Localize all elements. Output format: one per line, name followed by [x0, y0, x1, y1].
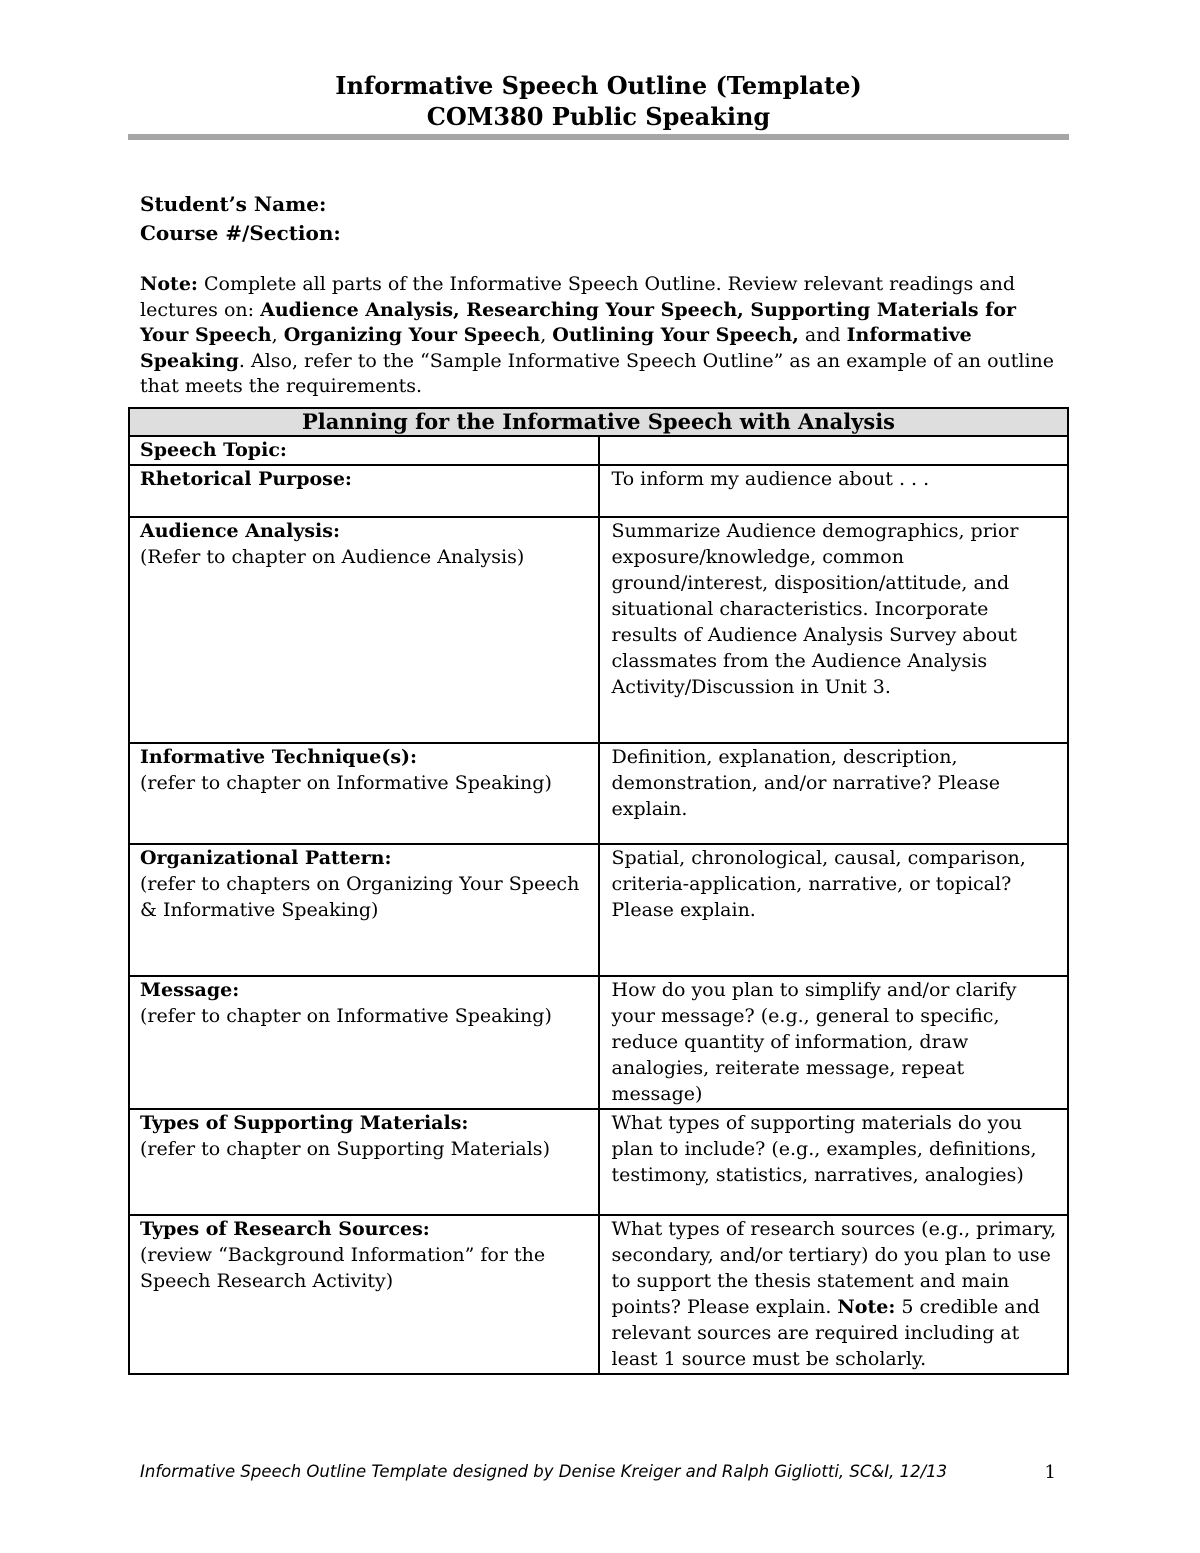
- row-label: Rhetorical Purpose:: [140, 467, 352, 490]
- row-label-note: (Refer to chapter on Audience Analysis): [140, 545, 525, 568]
- row-label-note: (refer to chapter on Supporting Materials): [140, 1137, 550, 1160]
- row-answer-note-label: Note:: [837, 1295, 896, 1318]
- footer-credit-text: Informative Speech Outline Template designed by Denise Kreiger and Ralph Gigliotti, SC&I, 12/13: [140, 1462, 948, 1481]
- row-label: Types of Supporting Materials:: [140, 1111, 469, 1134]
- row-answer: To inform my audience about . . .: [611, 467, 930, 490]
- row-answer-cell: [599, 517, 1069, 743]
- row-label: Audience Analysis:: [140, 519, 340, 542]
- row-answer: How do you plan to simplify and/or clarify your message? (e.g., general to specific, reduce quantity of information, draw analogies, reiterate message, repeat message): [611, 978, 1017, 1105]
- note-text: ,: [540, 324, 553, 346]
- note-bold-topics-4: Informative Speaking: [140, 324, 972, 372]
- page-title: Informative Speech Outline (Template): [335, 71, 862, 100]
- row-answer: What types of supporting materials do you plan to include? (e.g., examples, definitions, testimony, statistics, narratives, analogies): [611, 1111, 1037, 1186]
- table-row-organizational-pattern: [129, 844, 1068, 976]
- row-label: Message:: [140, 978, 240, 1001]
- row-answer: Definition, explanation, description, demonstration, and/or narrative? Please explain.: [611, 745, 1000, 820]
- course-section-label: Course #/Section:: [140, 221, 341, 245]
- row-answer-cell: [599, 743, 1069, 844]
- table-title: Planning for the Informative Speech with Analysis: [129, 408, 1068, 436]
- row-label-note: (refer to chapter on Informative Speaking): [140, 1004, 552, 1027]
- row-label: Speech Topic:: [140, 438, 287, 461]
- row-answer: Spatial, chronological, causal, comparison, criteria-application, narrative, or topical? Please explain.: [611, 846, 1026, 921]
- table-row-audience-analysis: [129, 517, 1068, 743]
- document-content: [128, 0, 1069, 1375]
- note-text: Complete all parts of the Informative Speech Outline. Review relevant readings and lectures on:: [140, 273, 1015, 321]
- title-divider: [128, 134, 1069, 140]
- note-bold-topics-3: Outlining Your Speech,: [552, 324, 799, 346]
- note-paragraph: [128, 272, 1069, 400]
- row-label-cell: [129, 844, 599, 976]
- table-row-supporting-materials: [129, 1109, 1068, 1215]
- row-label-cell: [129, 436, 599, 465]
- note-bold-topics-2: Organizing Your Speech: [283, 324, 541, 346]
- table-row-research-sources: [129, 1215, 1068, 1374]
- row-label-cell: [129, 465, 599, 517]
- row-label-cell: [129, 517, 599, 743]
- table-row-message: [129, 976, 1068, 1109]
- row-answer-cell: [599, 1109, 1069, 1215]
- row-answer: 5 credible and relevant sources are required including at least 1 source must be scholarly.: [611, 1295, 1040, 1370]
- table-row-rhetorical-purpose: [129, 465, 1068, 517]
- row-label-cell: [129, 976, 599, 1109]
- row-label-cell: [129, 1109, 599, 1215]
- note-bold-topics-1: Audience Analysis, Researching Your Speech, Supporting Materials for Your Speech: [140, 298, 1017, 346]
- page-number: 1: [1044, 1462, 1056, 1483]
- row-answer-cell: [599, 976, 1069, 1109]
- student-name-label: Student’s Name:: [140, 192, 327, 216]
- note-text: and: [798, 324, 847, 346]
- row-label-note: (refer to chapters on Organizing Your Speech & Informative Speaking): [140, 872, 580, 921]
- row-answer: Summarize Audience demographics, prior exposure/knowledge, common ground/interest, disposition/attitude, and situational characteristics. Incorporate results of Audience Analysis Survey about classmates from the Audience Analysis Activity/Discussion in Unit 3.: [611, 519, 1019, 698]
- page-footer: [140, 1462, 1056, 1483]
- note-text: . Also, refer to the “Sample Informative Speech Outline” as an example of an outline that meets the requirements.: [140, 349, 1055, 397]
- page-subtitle: COM380 Public Speaking: [426, 102, 771, 131]
- document-header: [128, 70, 1069, 140]
- table-row-informative-techniques: [129, 743, 1068, 844]
- note-label: Note:: [140, 273, 198, 295]
- row-label-cell: [129, 743, 599, 844]
- student-info-block: [128, 190, 1069, 248]
- row-answer: What types of research sources (e.g., primary, secondary, and/or tertiary) do you plan to use to support the thesis statement and main points? Please explain.: [611, 1217, 1057, 1318]
- row-label-cell: [129, 1215, 599, 1374]
- row-answer-cell: [599, 844, 1069, 976]
- row-label: Organizational Pattern:: [140, 846, 392, 869]
- table-header-row: [129, 408, 1068, 436]
- row-label: Types of Research Sources:: [140, 1217, 430, 1240]
- planning-table: [128, 407, 1069, 1375]
- row-label-note: (refer to chapter on Informative Speaking): [140, 771, 552, 794]
- row-label-note: (review “Background Information” for the Speech Research Activity): [140, 1243, 546, 1292]
- row-answer-cell: [599, 1215, 1069, 1374]
- row-answer-cell: [599, 436, 1069, 465]
- row-answer-cell: [599, 465, 1069, 517]
- row-label: Informative Technique(s):: [140, 745, 418, 768]
- note-text: ,: [271, 324, 284, 346]
- table-row-speech-topic: [129, 436, 1068, 465]
